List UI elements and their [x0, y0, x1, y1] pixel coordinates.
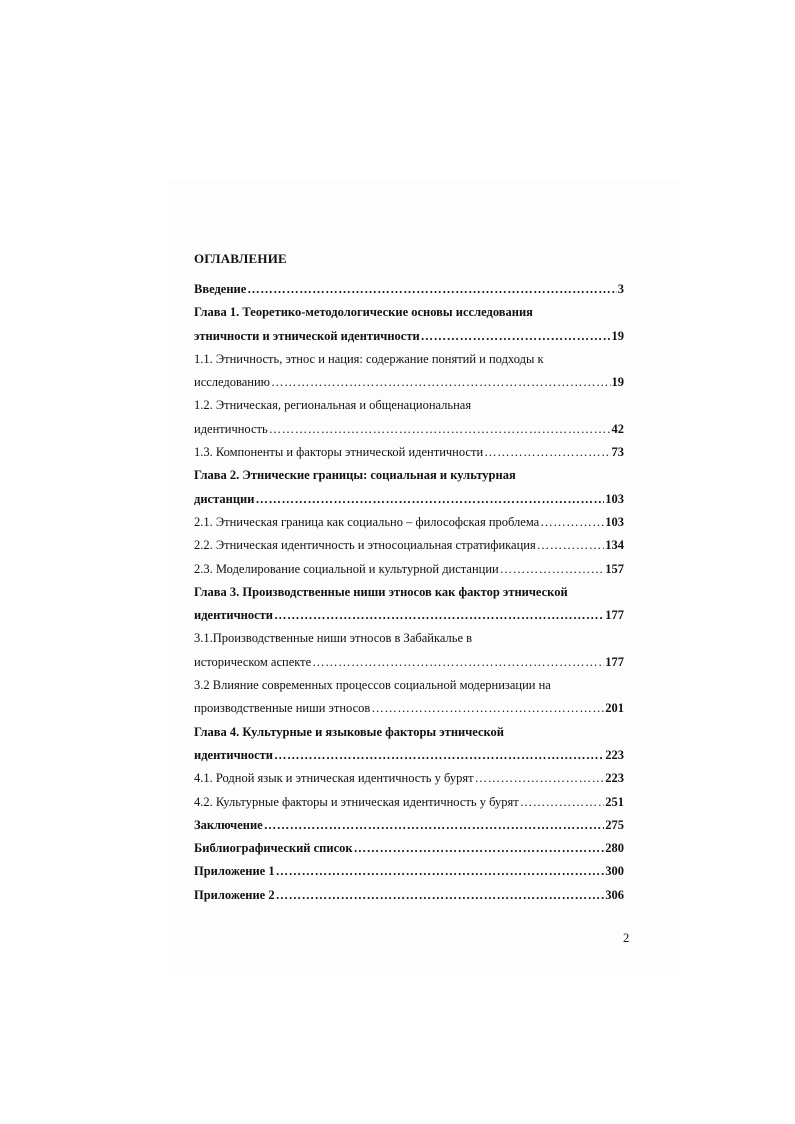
- toc-entry: [194, 604, 624, 627]
- toc-entry: [194, 464, 624, 487]
- page-number: 2: [623, 931, 630, 945]
- toc-entry: [194, 791, 624, 814]
- toc-entry: [194, 558, 624, 581]
- toc-entry-text: Глава 1. Теоретико-методологические основы исследования: [194, 305, 533, 320]
- toc-leader-dots: [537, 534, 605, 557]
- toc-entry-text: Глава 3. Производственные ниши этносов как фактор этнической: [194, 584, 568, 599]
- toc-entry-text: 1.1. Этничность, этнос и нация: содержание понятий и подходы к: [194, 351, 544, 366]
- toc-entry-text: 4.2. Культурные факторы и этническая идентичность у бурят: [194, 794, 519, 809]
- toc-entry: [194, 325, 624, 348]
- toc-leader-dots: [255, 488, 604, 511]
- toc-entry-page: 103: [605, 514, 624, 529]
- toc-entry-text: 4.1. Родной язык и этническая идентичность у бурят: [194, 771, 474, 786]
- toc-entry-text: Глава 2. Этнические границы: социальная и культурная: [194, 468, 516, 483]
- toc-leader-dots: [274, 604, 604, 627]
- toc-entry: [194, 651, 624, 674]
- toc-entry-page: 42: [611, 421, 624, 436]
- toc-entry: [194, 394, 624, 417]
- toc-leader-dots: [475, 767, 605, 790]
- toc-entry: [194, 744, 624, 767]
- toc-leader-dots: [354, 837, 605, 860]
- toc-entry-text: 2.2. Этническая идентичность и этносоциальная стратификация: [194, 538, 536, 553]
- toc-entry-page: 157: [605, 561, 624, 576]
- toc-entry-page: 19: [611, 328, 624, 343]
- toc-entry-text: 1.3. Компоненты и факторы этнической идентичности: [194, 445, 484, 460]
- toc-entry-text: исследованию: [194, 375, 271, 390]
- toc-entry-page: 300: [605, 864, 624, 879]
- toc-entry-text: 3.2 Влияние современных процессов социальной модернизации на: [194, 678, 551, 693]
- toc-entry: [194, 534, 624, 557]
- toc-entry-page: 275: [605, 817, 624, 832]
- toc-leader-dots: [312, 651, 604, 674]
- toc-entry-text: производственные ниши этносов: [194, 701, 371, 716]
- toc-entry-page: 134: [605, 538, 624, 553]
- toc-entry-text: 2.3. Моделирование социальной и культурной дистанции: [194, 561, 499, 576]
- toc-entry-page: 73: [611, 445, 624, 460]
- toc-leader-dots: [276, 860, 605, 883]
- toc-entry-text: 3.1.Производственные ниши этносов в Забайкалье в: [194, 631, 473, 646]
- toc-entry: [194, 674, 624, 697]
- toc-entry-text: дистанции: [194, 491, 255, 506]
- toc-entry-text: идентичности: [194, 608, 274, 623]
- toc-entry: [194, 348, 624, 371]
- toc-leader-dots: [520, 791, 605, 814]
- toc-entry: [194, 697, 624, 720]
- toc-entry: [194, 860, 624, 883]
- toc-entry: [194, 814, 624, 837]
- toc-leader-dots: [500, 558, 605, 581]
- toc-entry: [194, 278, 624, 301]
- toc-entry: [194, 767, 624, 790]
- toc-entry: [194, 884, 624, 907]
- toc-entry-page: 177: [605, 654, 624, 669]
- toc-entry: [194, 837, 624, 860]
- toc-entry-page: 19: [611, 375, 624, 390]
- toc-entry-text: Заключение: [194, 817, 263, 832]
- toc-entry-page: 223: [605, 771, 624, 786]
- toc-leader-dots: [421, 325, 611, 348]
- toc-leader-dots: [264, 814, 605, 837]
- toc-entry-text: историческом аспекте: [194, 654, 312, 669]
- toc-leader-dots: [247, 278, 616, 301]
- toc-entry: [194, 418, 624, 441]
- toc-entry-page: 103: [605, 491, 624, 506]
- toc-leader-dots: [271, 371, 610, 394]
- table-of-contents: [194, 278, 624, 907]
- toc-entry-text: Приложение 1: [194, 864, 275, 879]
- toc-entry-page: 306: [605, 887, 624, 902]
- toc-leader-dots: [540, 511, 604, 534]
- toc-entry-page: 201: [605, 701, 624, 716]
- toc-entry: [194, 301, 624, 324]
- toc-leader-dots: [371, 697, 604, 720]
- toc-entry-page: 251: [605, 794, 624, 809]
- toc-entry-text: этничности и этнической идентичности: [194, 328, 420, 343]
- toc-leader-dots: [484, 441, 610, 464]
- toc-entry-page: 3: [617, 282, 624, 296]
- toc-entry-text: 2.1. Этническая граница как социально – философская проблема: [194, 514, 540, 529]
- toc-heading: ОГЛАВЛЕНИЕ: [194, 251, 287, 266]
- toc-entry-text: Библиографический список: [194, 841, 353, 856]
- toc-entry-page: 223: [605, 747, 624, 762]
- toc-entry-text: идентичности: [194, 747, 274, 762]
- toc-entry-page: 280: [605, 841, 624, 856]
- toc-entry: [194, 627, 624, 650]
- toc-entry: [194, 581, 624, 604]
- toc-entry-text: Введение: [194, 282, 247, 296]
- toc-entry-text: Приложение 2: [194, 887, 275, 902]
- toc-entry: [194, 371, 624, 394]
- toc-entry: [194, 721, 624, 744]
- toc-entry: [194, 511, 624, 534]
- toc-entry-text: идентичность: [194, 421, 268, 436]
- toc-entry: [194, 441, 624, 464]
- toc-leader-dots: [274, 744, 604, 767]
- toc-leader-dots: [276, 884, 605, 907]
- toc-entry: [194, 488, 624, 511]
- toc-entry-text: 1.2. Этническая, региональная и общенациональная: [194, 398, 472, 413]
- toc-entry-text: Глава 4. Культурные и языковые факторы этнической: [194, 724, 505, 739]
- toc-leader-dots: [269, 418, 611, 441]
- toc-entry-page: 177: [605, 608, 624, 623]
